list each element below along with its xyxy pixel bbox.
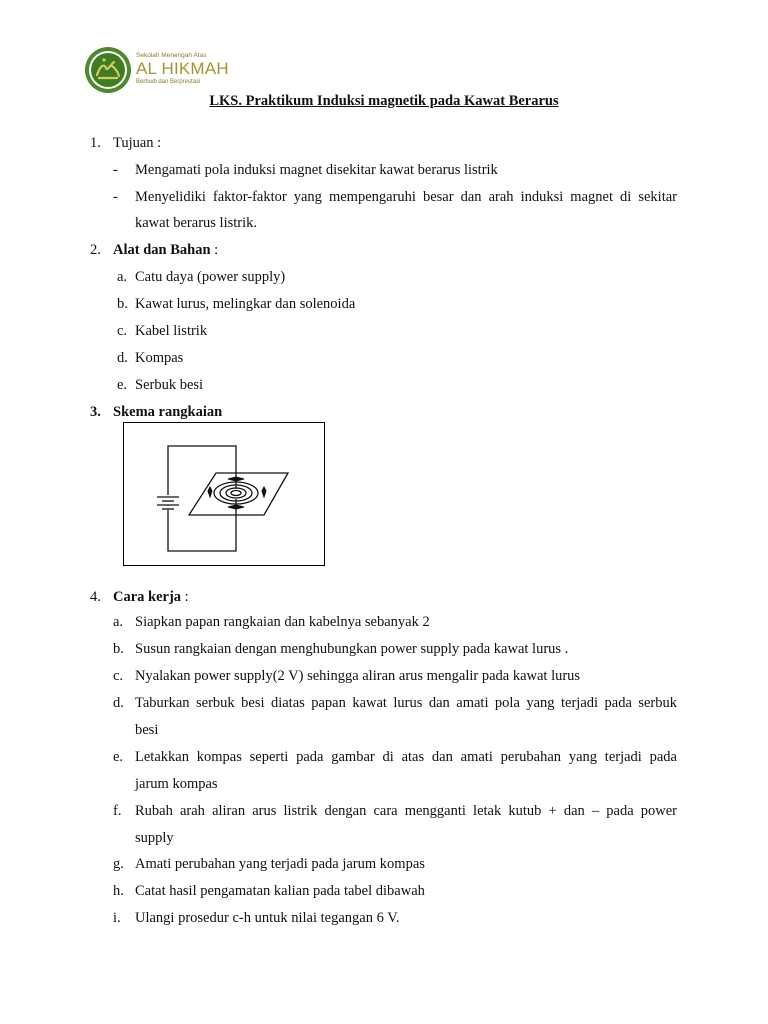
- list-item: Kabel listrik: [135, 323, 208, 339]
- list-item: Ulangi prosedur c-h untuk nilai tegangan 6 V.: [135, 910, 400, 926]
- list-item: Serbuk besi: [135, 377, 204, 393]
- list-item-continuation: kawat berarus listrik.: [135, 215, 258, 231]
- list-marker: e.: [113, 749, 124, 765]
- section-heading-alat: Alat dan Bahan :: [113, 242, 219, 258]
- list-marker: h.: [113, 883, 124, 899]
- list-item: Rubah arah aliran arus listrik dengan cara mengganti letak kutub + dan – pada power: [135, 803, 677, 819]
- list-marker: -: [113, 189, 118, 205]
- list-marker: c.: [113, 668, 124, 684]
- list-item: Taburkan serbuk besi diatas papan kawat lurus dan amati pola yang terjadi pada serbuk: [135, 695, 677, 711]
- section-heading-cara: Cara kerja :: [113, 589, 189, 605]
- list-marker: d.: [113, 695, 124, 711]
- list-item-continuation: besi: [135, 722, 159, 738]
- list-item-continuation: supply: [135, 830, 174, 846]
- logo-tagline: Berbudi dan Berprestasi: [136, 79, 201, 85]
- list-marker: g.: [113, 856, 124, 872]
- list-marker: d.: [117, 350, 128, 366]
- list-marker: b.: [117, 296, 128, 312]
- list-item: Kompas: [135, 350, 184, 366]
- list-marker: c.: [117, 323, 128, 339]
- list-marker: b.: [113, 641, 124, 657]
- section-number: 2.: [90, 242, 101, 258]
- list-item: Catat hasil pengamatan kalian pada tabel dibawah: [135, 883, 425, 899]
- list-marker: f.: [113, 803, 122, 819]
- circuit-diagram: [123, 422, 325, 566]
- list-item: Amati perubahan yang terjadi pada jarum kompas: [135, 856, 425, 872]
- logo-name: AL HIKMAH: [136, 59, 229, 78]
- list-item: Mengamati pola induksi magnet disekitar kawat berarus listrik: [135, 162, 498, 178]
- list-item-continuation: jarum kompas: [135, 776, 218, 792]
- school-logo: [84, 46, 234, 96]
- list-marker: e.: [117, 377, 128, 393]
- list-item: Catu daya (power supply): [135, 269, 286, 285]
- list-marker: -: [113, 162, 118, 178]
- list-item: Letakkan kompas seperti pada gambar di atas dan amati perubahan yang terjadi pada: [135, 749, 677, 765]
- page-title: LKS. Praktikum Induksi magnetik pada Kawat Berarus: [209, 93, 559, 109]
- section-heading-skema: Skema rangkaian: [113, 404, 223, 420]
- list-marker: a.: [117, 269, 128, 285]
- list-marker: a.: [113, 614, 124, 630]
- section-number: 3.: [90, 404, 101, 420]
- list-item: Siapkan papan rangkaian dan kabelnya sebanyak 2: [135, 614, 430, 630]
- list-item: Nyalakan power supply(2 V) sehingga aliran arus mengalir pada kawat lurus: [135, 668, 581, 684]
- section-heading-tujuan: Tujuan :: [113, 135, 162, 151]
- section-number: 4.: [90, 589, 101, 605]
- list-marker: i.: [113, 910, 121, 926]
- logo-small-text: Sekolah Menengah Atas: [136, 52, 207, 59]
- circuit-diagram-drawing: [124, 423, 324, 565]
- list-item: Menyelidiki faktor-faktor yang mempengaruhi besar dan arah induksi magnet di sekitar: [135, 189, 677, 205]
- section-number: 1.: [90, 135, 101, 151]
- list-item: Kawat lurus, melingkar dan solenoida: [135, 296, 356, 312]
- school-emblem-icon: [84, 46, 132, 94]
- list-item: Susun rangkaian dengan menghubungkan power supply pada kawat lurus .: [135, 641, 569, 657]
